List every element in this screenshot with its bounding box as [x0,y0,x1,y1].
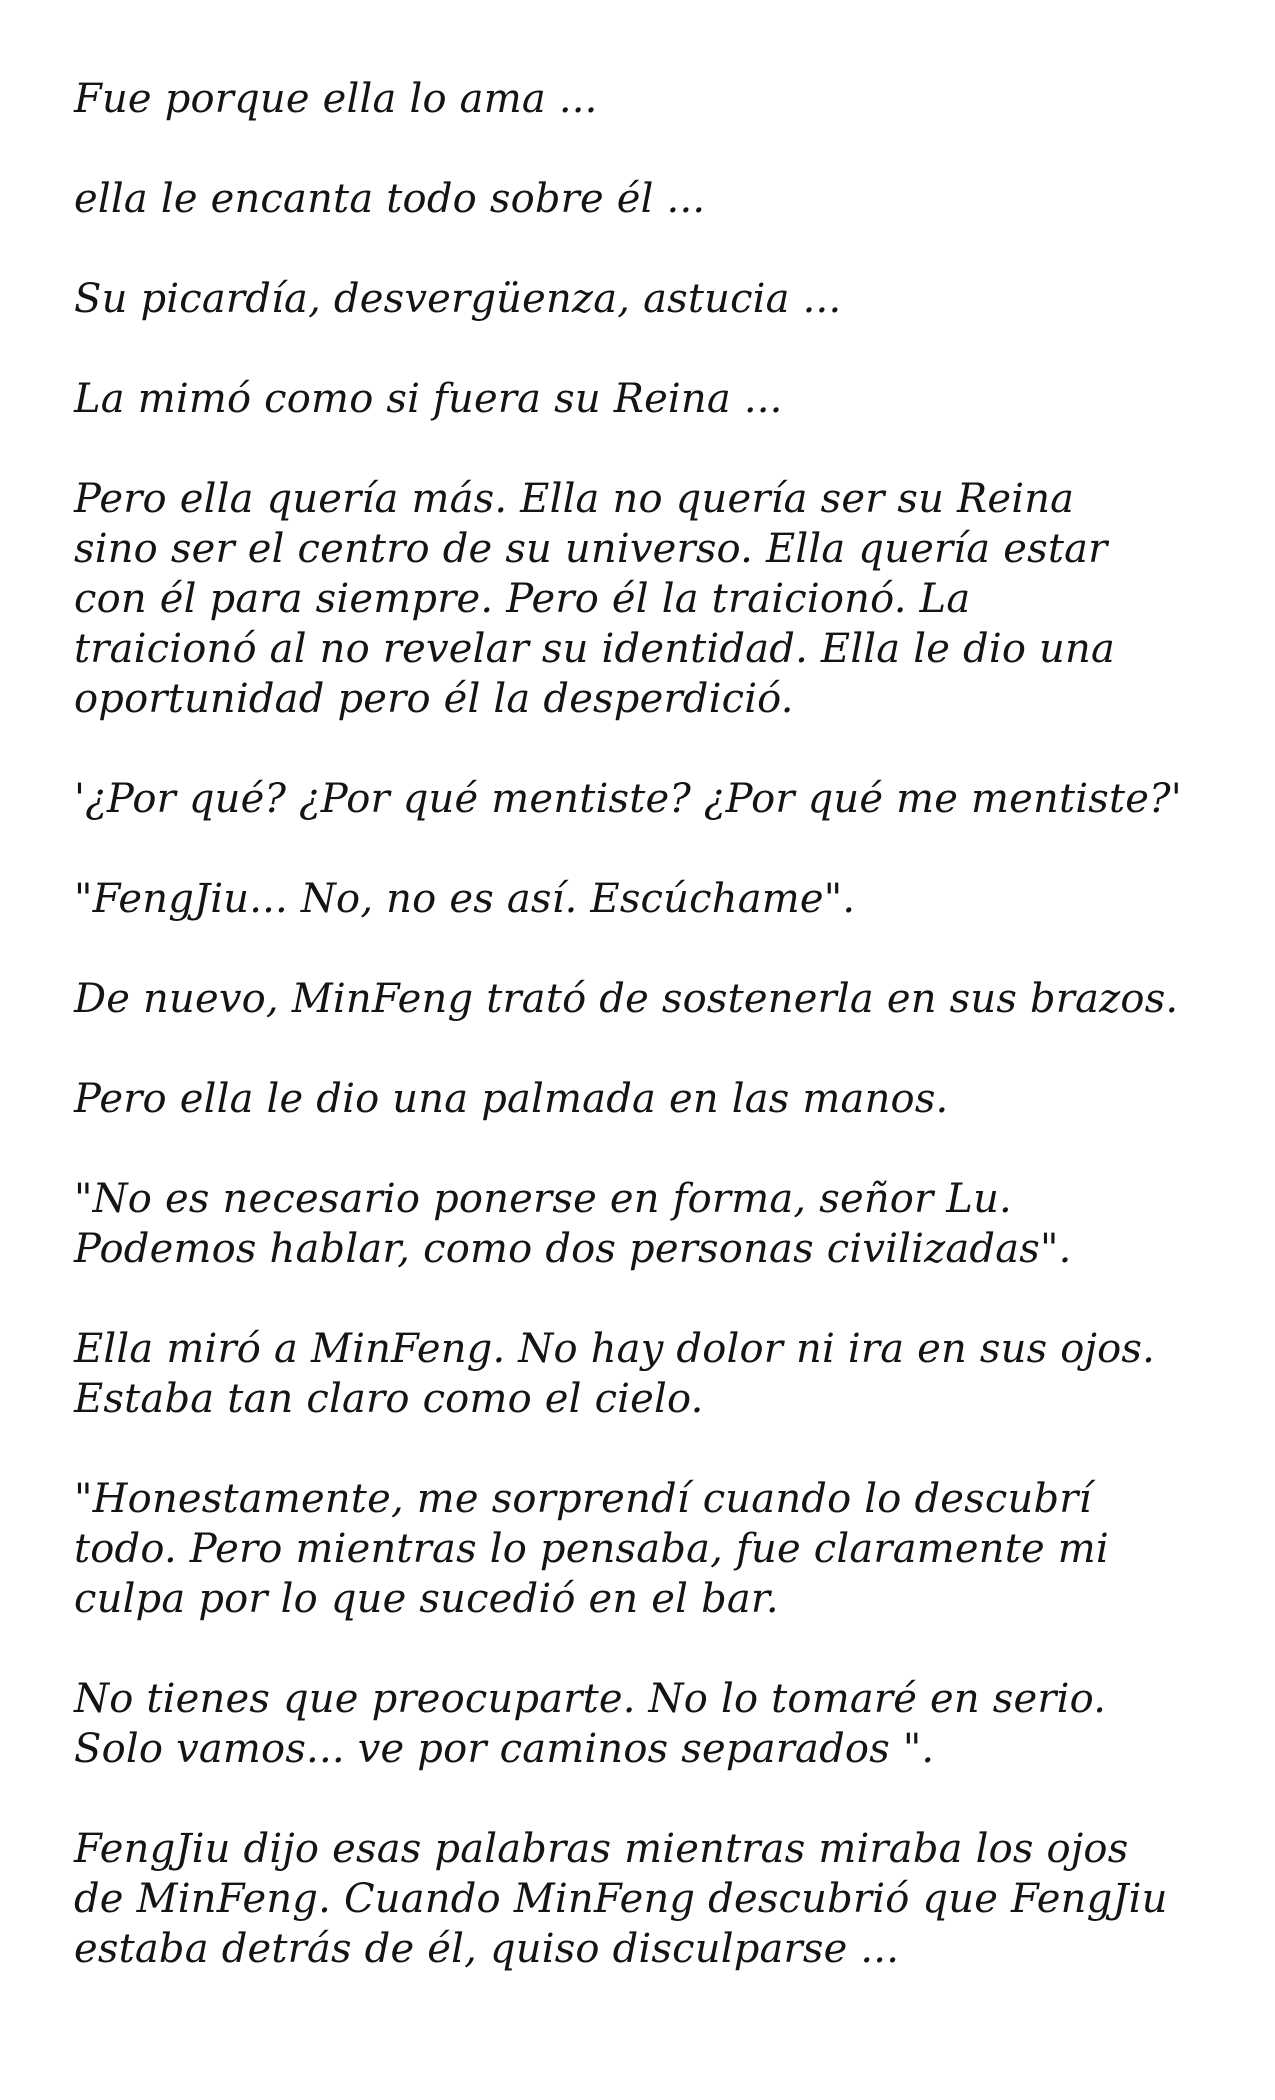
text-line: "FengJiu... No, no es así. Escúchame". [74,876,856,922]
paragraph [74,974,1215,1024]
text-line: La mimó como si fuera su Reina ... [74,376,783,422]
paragraph [74,774,1215,824]
text-line: ella le encanta todo sobre él ... [74,176,706,222]
paragraph [74,174,1215,224]
text-line: "Honestamente, me sorprendí cuando lo descubrí [74,1476,1092,1522]
text-line: con él para siempre. Pero él la traicionó. La [74,576,971,622]
paragraph [74,1674,1215,1774]
text-line: FengJiu dijo esas palabras mientras miraba los ojos [74,1826,1129,1872]
paragraph [74,374,1215,424]
paragraph [74,74,1215,124]
paragraph [74,1174,1215,1274]
text-line: Pero ella quería más. Ella no quería ser su Reina [74,476,1075,522]
text-line: Estaba tan claro como el cielo. [74,1376,704,1422]
text-line: '¿Por qué? ¿Por qué mentiste? ¿Por qué me mentiste?' [74,776,1182,822]
paragraph [74,274,1215,324]
text-line: "No es necesario ponerse en forma, señor Lu. [74,1176,1012,1222]
text-line: traicionó al no revelar su identidad. Ella le dio una [74,626,1116,672]
paragraph [74,1824,1215,1974]
paragraph [74,474,1215,724]
text-line: Fue porque ella lo ama ... [74,76,598,122]
text-line: Su picardía, desvergüenza, astucia ... [74,276,842,322]
text-line: estaba detrás de él, quiso disculparse ... [74,1926,900,1972]
paragraph [74,874,1215,924]
paragraph [74,1074,1215,1124]
story-text [74,74,1215,1974]
text-line: Podemos hablar, como dos personas civilizadas". [74,1226,1072,1272]
text-line: culpa por lo que sucedió en el bar. [74,1576,779,1622]
text-line: sino ser el centro de su universo. Ella quería estar [74,526,1108,572]
text-line: oportunidad pero él la desperdició. [74,676,794,722]
paragraph [74,1324,1215,1424]
text-line: Pero ella le dio una palmada en las manos. [74,1076,949,1122]
text-line: De nuevo, MinFeng trató de sostenerla en sus brazos. [74,976,1179,1022]
text-line: de MinFeng. Cuando MinFeng descubrió que FengJiu [74,1876,1168,1922]
text-line: Solo vamos... ve por caminos separados ". [74,1726,935,1772]
text-line: No tienes que preocuparte. No lo tomaré en serio. [74,1676,1107,1722]
text-line: Ella miró a MinFeng. No hay dolor ni ira en sus ojos. [74,1326,1156,1372]
text-line: todo. Pero mientras lo pensaba, fue claramente mi [74,1526,1109,1572]
paragraph [74,1474,1215,1624]
